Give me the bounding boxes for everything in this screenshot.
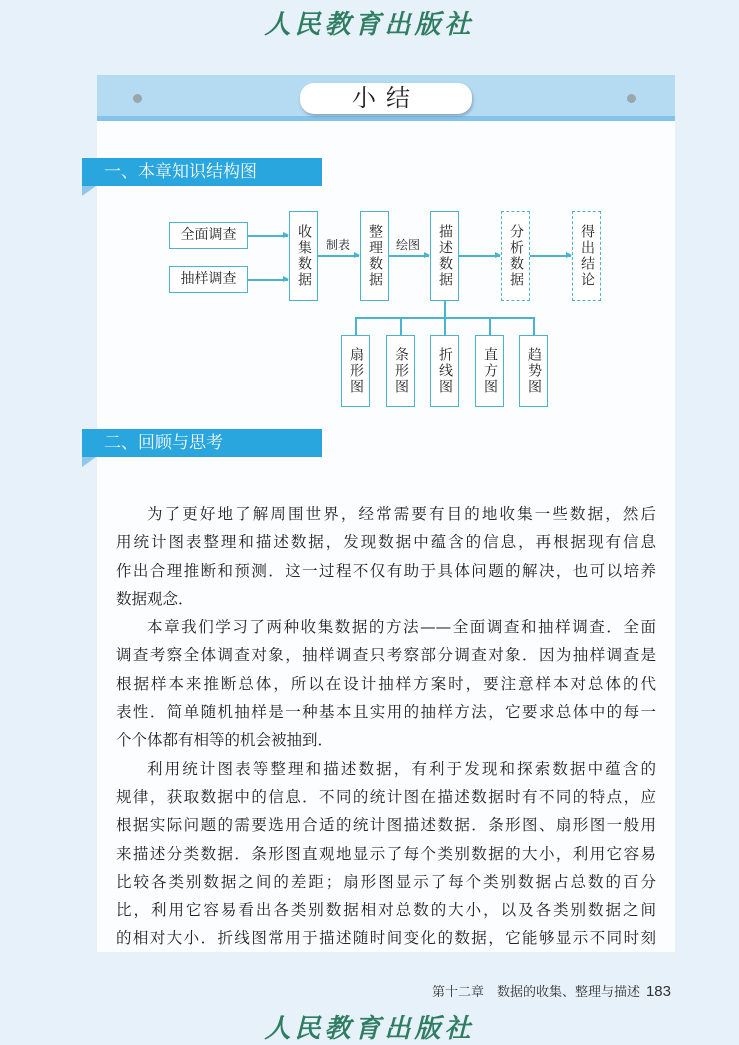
text-line: 本章我们学习了两种收集数据的方法——全面调查和抽样调查．全面 — [147, 618, 656, 637]
connector — [444, 301, 446, 318]
text-line: 表性．简单随机抽样是一种基本且实用的抽样方法，它要求总体中的每一 — [116, 703, 656, 722]
arrow — [248, 279, 288, 281]
node-line-chart: 折线图 — [430, 335, 459, 407]
text-line: 作出合理推断和预测．这一过程不仅有助于具体问题的解决，也可以培养 — [116, 561, 656, 580]
section-heading-structure: 一、本章知识结构图 — [82, 158, 322, 186]
page-number: 183 — [645, 983, 671, 1000]
node-collect: 收集数据 — [289, 211, 318, 301]
node-analyze: 分析数据 — [501, 211, 530, 301]
text-line: 根据实际问题的需要选用合适的统计图描述数据．条形图、扇形图一般用 — [116, 816, 656, 835]
text-line: 为了更好地了解周围世界，经常需要有目的地收集一些数据，然后 — [147, 505, 656, 523]
page-footer — [432, 981, 671, 1000]
page-title: 小结 — [300, 83, 472, 114]
edge-label-tabulate: 制表 — [326, 238, 351, 252]
publisher-logo: 人民教育出版社 — [264, 1014, 475, 1044]
arrow — [318, 255, 359, 257]
text-line: 比较各类别数据之间的差距；扇形图显示了每个类别数据占总数的百分 — [116, 872, 656, 891]
text-line: 调查考察全体调查对象，抽样调查只考察部分调查对象．因为抽样调查是 — [116, 646, 656, 665]
pin-dot — [133, 94, 142, 103]
node-pie-chart: 扇形图 — [341, 335, 370, 407]
text-line: 利用统计图表等整理和描述数据，有利于发现和探索数据中蕴含的 — [147, 759, 656, 778]
publisher-logo: 人民教育出版社 — [264, 10, 475, 40]
text-line: 来描述分类数据．条形图直观地显示了每个类别数据的大小，利用它容易 — [116, 844, 656, 863]
connector — [355, 317, 357, 335]
section-heading-review: 二、回顾与思考 — [82, 429, 322, 457]
node-organize: 整理数据 — [360, 211, 389, 301]
arrow — [389, 255, 429, 257]
node-sample-survey: 抽样调查 — [169, 266, 248, 293]
node-histogram: 直方图 — [475, 335, 504, 407]
arrow — [459, 255, 500, 257]
text-line: 根据样本来推断总体，所以在设计抽样方案时，要注意样本对总体的代 — [116, 674, 656, 693]
arrow — [530, 255, 571, 257]
arrow — [248, 235, 288, 237]
connector — [444, 317, 446, 335]
node-bar-chart: 条形图 — [386, 335, 415, 407]
text-line: 用统计图表整理和描述数据，发现数据中蕴含的信息，再根据现有信息 — [116, 533, 656, 552]
text-line: 比，利用它容易看出各类别数据相对总数的大小，以及各类别数据之间 — [116, 901, 656, 920]
connector — [489, 317, 491, 335]
node-trend-chart: 趋势图 — [519, 335, 548, 407]
review-text — [116, 500, 656, 953]
edge-label-draw: 绘图 — [396, 238, 421, 252]
chapter-title: 第十二章 数据的收集、整理与描述 — [431, 985, 640, 1000]
pin-dot — [627, 94, 636, 103]
text-line: 规律，获取数据中的信息．不同的统计图在描述数据时有不同的特点，应 — [116, 787, 656, 806]
connector — [533, 317, 535, 335]
text-line: 个个体都有相等的机会被抽到． — [116, 731, 334, 750]
connector — [400, 317, 402, 335]
node-conclude: 得出结论 — [572, 211, 601, 301]
node-describe: 描述数据 — [430, 211, 459, 301]
text-line: 的相对大小．折线图常用于描述随时间变化的数据，它能够显示不同时刻 — [116, 929, 656, 948]
text-line: 数据观念． — [116, 589, 194, 608]
node-full-survey: 全面调查 — [169, 222, 248, 249]
